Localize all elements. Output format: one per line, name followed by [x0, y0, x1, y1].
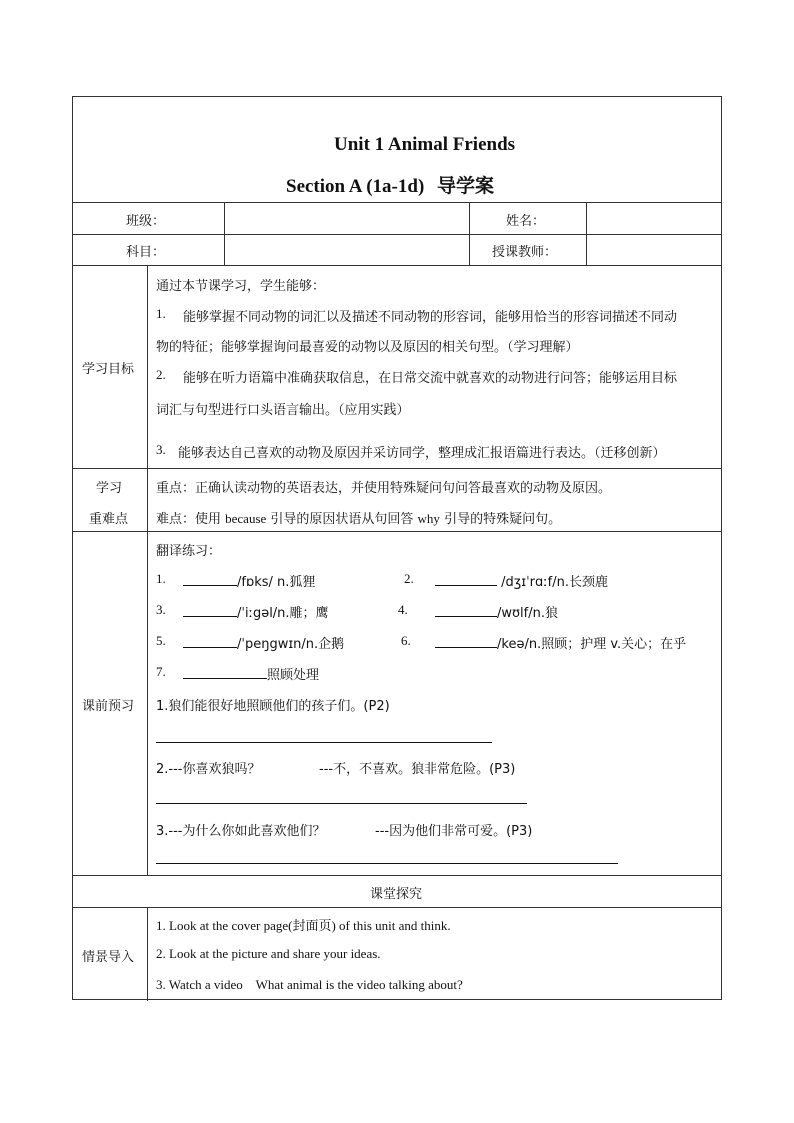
word-4-num: 4. [398, 602, 408, 617]
difficult-pre: 难点：使用 [156, 512, 226, 527]
sentence-3b: ---因为他们非常可爱。(P3) [375, 824, 533, 839]
worksheet-table [72, 96, 722, 1000]
name-label: 姓名： [506, 214, 546, 229]
difficult-post: 引导的特殊疑问句。 [439, 512, 562, 527]
translate-title: 翻译练习： [156, 544, 222, 559]
word-3-num: 3. [156, 602, 166, 617]
word-7 [183, 664, 319, 683]
name-field[interactable] [588, 204, 721, 232]
col-divider [147, 907, 148, 1001]
sentence-1: 1.狼们能很好地照顾他们的孩子们。(P2) [156, 699, 390, 714]
word-6-text: /keə/n.照顾；护理 v.关心；在乎 [497, 637, 687, 652]
class-field[interactable] [226, 204, 468, 232]
objective-3-num: 3. [156, 442, 166, 457]
sentence-3a: 3.---为什么你如此喜欢他们？ [156, 824, 326, 839]
row-divider [73, 202, 721, 203]
sentence-3-answer-line[interactable] [156, 863, 618, 864]
sentence-2b: ---不，不喜欢。狼非常危险。(P3) [319, 762, 516, 777]
row-divider [73, 875, 721, 876]
word-4-blank[interactable] [435, 604, 497, 617]
word-7-text: 照顾处理 [267, 668, 320, 683]
word-1-text: /fɒks/ n.狐狸 [237, 575, 316, 590]
word-7-blank[interactable] [183, 666, 267, 679]
word-2 [435, 571, 608, 590]
word-6 [435, 633, 686, 652]
objective-2-line1: 能够在听力语篇中准确获取信息，在日常交流中就喜欢的动物进行问答；能够运用目标 [183, 371, 678, 386]
sentence-2-answer-line[interactable] [156, 803, 527, 804]
objective-1-line2: 物的特征；能够掌握询问最喜爱的动物以及原因的相关句型。（学习理解） [156, 340, 579, 355]
word-5-num: 5. [156, 633, 166, 648]
word-5 [183, 633, 344, 652]
objective-2-num: 2. [156, 367, 166, 382]
row-divider [73, 265, 721, 266]
explore-step-1 [156, 915, 451, 934]
word-6-num: 6. [401, 633, 411, 648]
word-1-blank[interactable] [183, 573, 237, 586]
word-2-num: 2. [404, 571, 414, 586]
word-7-num: 7. [156, 664, 166, 679]
objective-1-num: 1. [156, 306, 166, 321]
step1-pre: 1. Look at the cover page( [156, 918, 293, 933]
subject-field[interactable] [226, 236, 468, 264]
word-2-text: /dʒɪˈrɑːf/n.长颈鹿 [501, 575, 608, 590]
explore-step-2: 2. Look at the picture and share your ideas. [156, 946, 381, 961]
difficult-point-text [156, 508, 561, 527]
page-title: Unit 1 Animal Friends [334, 134, 516, 155]
objectives-label: 学习目标 [82, 362, 135, 377]
row-divider [73, 234, 721, 235]
row-divider [73, 468, 721, 469]
col-divider [224, 202, 225, 266]
objective-1-line1: 能够掌握不同动物的词汇以及描述不同动物的形容词，能够用恰当的形容词描述不同动 [183, 310, 678, 325]
subject-label: 科目： [126, 245, 166, 260]
step1-post: ) of this unit and think. [331, 918, 451, 933]
row-divider [73, 531, 721, 532]
word-1 [183, 571, 315, 590]
explore-step-3: 3. Watch a video What animal is the video talking about? [156, 977, 463, 992]
difficult-en2: why [417, 511, 440, 526]
step1-cn: 封面页 [292, 919, 332, 934]
section-title [286, 171, 494, 198]
difficult-en: because [225, 511, 267, 526]
teacher-field[interactable] [588, 236, 721, 264]
word-6-blank[interactable] [435, 635, 497, 648]
word-4-text: /wʊlf/n.狼 [497, 606, 558, 621]
word-4 [435, 602, 558, 621]
class-label: 班级： [126, 214, 166, 229]
word-5-blank[interactable] [183, 635, 237, 648]
section-title-en: Section A (1a-1d) [286, 176, 425, 197]
row-divider [73, 907, 721, 908]
word-5-text: /ˈpeŋgwɪn/n.企鹅 [237, 637, 345, 652]
keypoints-label-1: 学习 [96, 481, 123, 496]
sentence-2a: 2.---你喜欢狼吗？ [156, 762, 261, 777]
teacher-label: 授课教师： [492, 245, 558, 260]
objective-2-line2: 词汇与句型进行口头语言输出。（应用实践） [156, 403, 410, 418]
col-divider [586, 202, 587, 266]
objectives-intro: 通过本节课学习，学生能够： [156, 279, 326, 294]
word-3-text: /ˈiːgəl/n.雕；鹰 [237, 606, 329, 621]
explore-heading: 课堂探究 [370, 887, 423, 902]
section-title-cn: 导学案 [437, 175, 495, 197]
word-1-num: 1. [156, 571, 166, 586]
col-divider [147, 265, 148, 876]
explore-label: 情景导入 [82, 950, 135, 965]
word-3 [183, 602, 329, 621]
word-2-blank[interactable] [435, 573, 497, 586]
word-3-blank[interactable] [183, 604, 237, 617]
preview-label: 课前预习 [82, 699, 135, 714]
sentence-1-answer-line[interactable] [156, 742, 492, 743]
col-divider [469, 202, 470, 266]
objective-3-line1: 能够表达自己喜欢的动物及原因并采访同学，整理成汇报语篇进行表达。（迁移创新） [178, 446, 666, 461]
difficult-mid: 引导的原因状语从句回答 [266, 512, 418, 527]
key-point-text: 重点：正确认读动物的英语表达，并使用特殊疑问句问答最喜欢的动物及原因。 [156, 481, 612, 496]
keypoints-label-2: 重难点 [89, 512, 129, 527]
